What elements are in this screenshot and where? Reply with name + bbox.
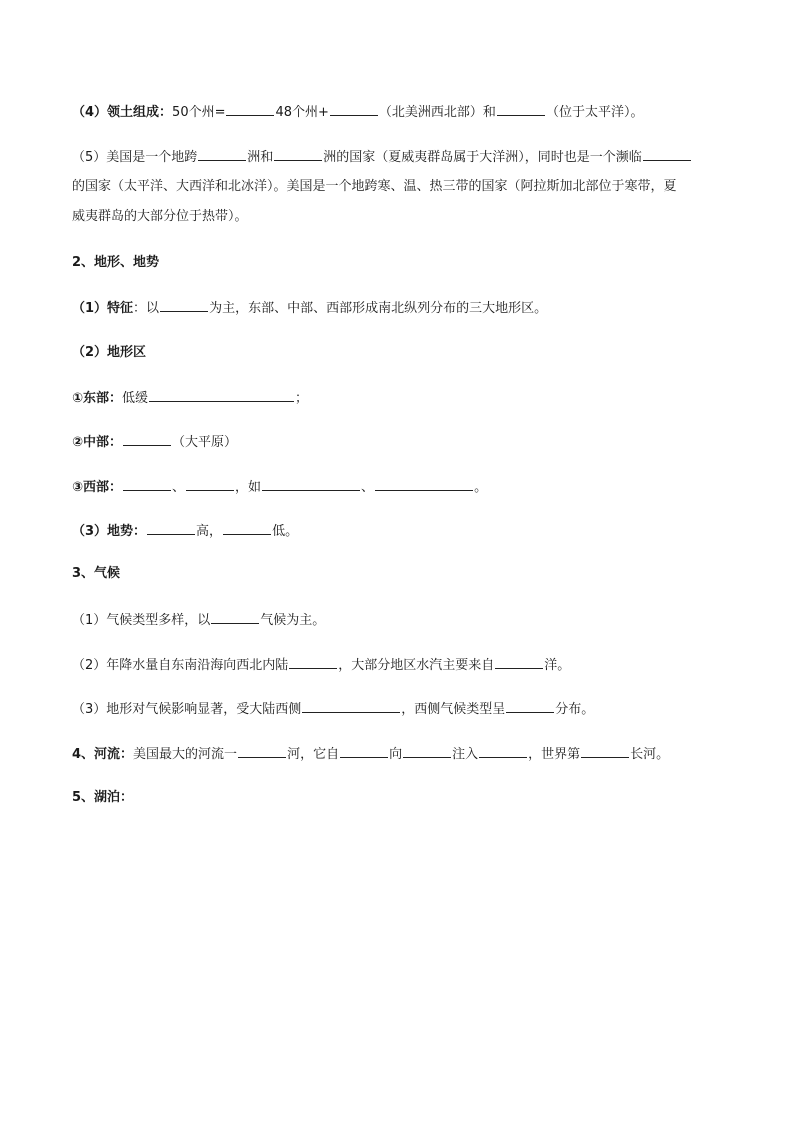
section-heading-lakes: 5、湖泊： [72, 790, 134, 805]
blank[interactable] [403, 743, 451, 758]
location-line: （5）美国是一个地跨 洲和 洲的国家（夏威夷群岛属于大洋洲），同时也是一个濒临 [72, 146, 692, 168]
blank[interactable] [289, 654, 337, 669]
climate-line-1: （1）气候类型多样，以 气候为主。 [72, 609, 325, 631]
territory-line: （4）领土组成：50个州= 48个州+ （北美洲西北部）和 （位于太平洋）。 [72, 101, 643, 123]
blank[interactable] [479, 743, 527, 758]
blank[interactable] [123, 476, 171, 491]
blank[interactable] [123, 431, 171, 446]
blank[interactable] [149, 387, 294, 402]
territory-label: （4）领土组成： [72, 105, 173, 120]
location-line-3: 威夷群岛的大部分位于热带）。 [72, 209, 248, 224]
landform-heading: （2）地形区 [72, 345, 147, 360]
blank[interactable] [160, 297, 208, 312]
blank[interactable] [274, 146, 322, 161]
blank[interactable] [238, 743, 286, 758]
blank[interactable] [643, 146, 691, 161]
feature-line: （1）特征：以 为主，东部、中部、西部形成南北纵列分布的三大地形区。 [72, 297, 547, 319]
blank[interactable] [262, 476, 360, 491]
section-heading-climate: 3、气候 [72, 566, 121, 581]
section-heading-terrain: 2、地形、地势 [72, 255, 160, 270]
blank[interactable] [198, 146, 246, 161]
blank[interactable] [330, 101, 378, 116]
blank[interactable] [506, 698, 554, 713]
east-line: ①东部：低缓 ； [72, 387, 308, 409]
river-line: 4、河流：美国最大的河流一 河，它自 向 注入 ，世界第 长河。 [72, 743, 669, 765]
blank[interactable] [302, 698, 400, 713]
blank[interactable] [186, 476, 234, 491]
climate-line-2: （2）年降水量自东南沿海向西北内陆 ，大部分地区水汽主要来自 洋。 [72, 654, 570, 676]
blank[interactable] [223, 520, 271, 535]
west-line: ③西部： 、 ，如 、 。 [72, 476, 487, 498]
central-line: ②中部： （大平原） [72, 431, 237, 453]
blank[interactable] [495, 654, 543, 669]
blank[interactable] [581, 743, 629, 758]
blank[interactable] [497, 101, 545, 116]
blank[interactable] [375, 476, 473, 491]
blank[interactable] [147, 520, 195, 535]
blank[interactable] [226, 101, 274, 116]
relief-line: （3）地势： 高， 低。 [72, 520, 298, 542]
blank[interactable] [340, 743, 388, 758]
climate-line-3: （3）地形对气候影响显著，受大陆西侧 ，西侧气候类型呈 分布。 [72, 698, 594, 720]
blank[interactable] [211, 609, 259, 624]
location-line-2: 的国家（太平洋、大西洋和北冰洋）。美国是一个地跨寒、温、热三带的国家（阿拉斯加北部位于寒带，夏 [72, 179, 677, 194]
